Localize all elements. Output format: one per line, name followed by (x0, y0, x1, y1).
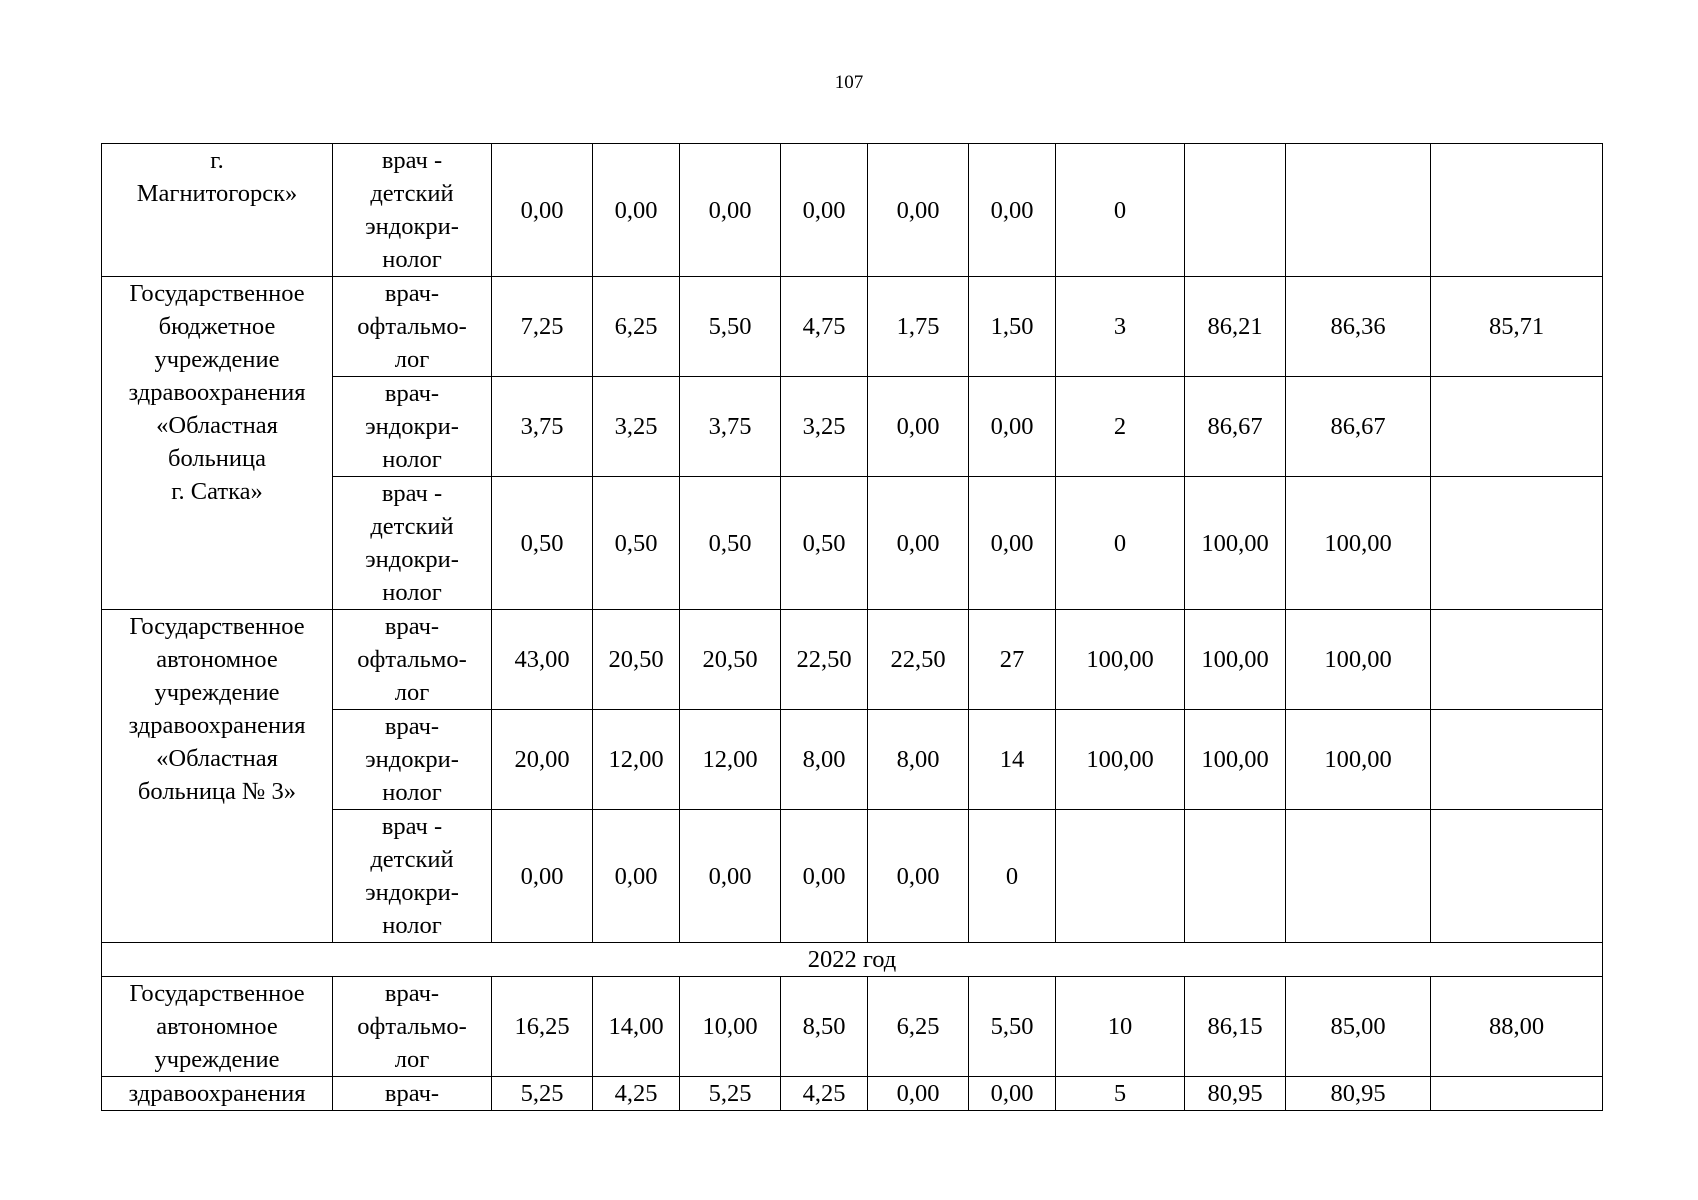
value-cell: 27 (969, 610, 1056, 710)
specialty-line: лог (394, 679, 430, 706)
page-number: 107 (834, 72, 864, 93)
value-cell: 0,00 (868, 377, 969, 477)
value-cell: 22,50 (781, 610, 868, 710)
specialty-line: эндокри- (365, 746, 459, 773)
table-row (102, 977, 1603, 1077)
specialty-cell (333, 1077, 492, 1111)
value-cell: 4,25 (781, 1077, 868, 1111)
institution-cell (102, 977, 333, 1077)
institution-line: г. Сатка» (171, 478, 263, 505)
value-cell: 100,00 (1056, 710, 1185, 810)
value-cell (1185, 810, 1286, 943)
value-cell (1286, 810, 1431, 943)
value-cell: 20,50 (680, 610, 781, 710)
year-label: 2022 год (102, 943, 1603, 977)
value-cell: 3,75 (492, 377, 593, 477)
value-cell: 88,00 (1431, 977, 1603, 1077)
value-cell: 100,00 (1286, 477, 1431, 610)
specialty-cell (333, 144, 492, 277)
value-cell: 0 (1056, 477, 1185, 610)
specialty-line: врач- (384, 980, 440, 1007)
value-cell: 86,15 (1185, 977, 1286, 1077)
value-cell: 1,50 (969, 277, 1056, 377)
value-cell: 86,67 (1286, 377, 1431, 477)
specialty-line: лог (394, 346, 430, 373)
table-row (102, 277, 1603, 377)
institution-line: автономное (156, 1013, 278, 1040)
value-cell: 85,71 (1431, 277, 1603, 377)
value-cell: 20,50 (593, 610, 680, 710)
value-cell: 0,00 (868, 1077, 969, 1111)
value-cell: 4,25 (593, 1077, 680, 1111)
value-cell: 4,75 (781, 277, 868, 377)
value-cell: 0,00 (593, 144, 680, 277)
value-cell: 0,50 (781, 477, 868, 610)
value-cell (1431, 810, 1603, 943)
value-cell: 0,50 (492, 477, 593, 610)
table-row (102, 144, 1603, 277)
institution-line: учреждение (154, 679, 280, 706)
value-cell: 0,00 (868, 144, 969, 277)
value-cell (1431, 377, 1603, 477)
institution-line: Магнитогорск» (136, 180, 298, 207)
specialty-line: эндокри- (365, 546, 459, 573)
specialty-line: детский (370, 180, 454, 207)
value-cell: 86,67 (1185, 377, 1286, 477)
value-cell: 0,00 (969, 377, 1056, 477)
value-cell: 7,25 (492, 277, 593, 377)
value-cell: 10 (1056, 977, 1185, 1077)
specialty-line: врач - (381, 147, 443, 174)
value-cell (1431, 710, 1603, 810)
institution-line: Государственное (129, 980, 305, 1007)
value-cell: 100,00 (1056, 610, 1185, 710)
value-cell (1431, 477, 1603, 610)
institution-line: «Областная (156, 745, 278, 772)
value-cell: 5 (1056, 1077, 1185, 1111)
institution-line: больница (168, 445, 266, 472)
value-cell: 14 (969, 710, 1056, 810)
value-cell: 0,00 (868, 477, 969, 610)
value-cell: 0,00 (492, 810, 593, 943)
institution-line: здравоохранения (128, 379, 306, 406)
specialty-line: врач- (384, 613, 440, 640)
value-cell (1431, 1077, 1603, 1111)
value-cell: 20,00 (492, 710, 593, 810)
specialty-line: офтальмо- (357, 646, 467, 673)
specialty-cell (333, 710, 492, 810)
specialty-line: детский (370, 846, 454, 873)
institution-line: здравоохранения (128, 1080, 306, 1107)
value-cell: 100,00 (1185, 710, 1286, 810)
specialty-line: врач - (381, 813, 443, 840)
value-cell: 100,00 (1286, 610, 1431, 710)
institution-cell (102, 144, 333, 277)
value-cell: 80,95 (1286, 1077, 1431, 1111)
specialty-cell (333, 477, 492, 610)
value-cell: 6,25 (593, 277, 680, 377)
value-cell: 3,25 (593, 377, 680, 477)
specialty-line: врач - (381, 480, 443, 507)
value-cell: 100,00 (1185, 477, 1286, 610)
specialty-line: эндокри- (365, 879, 459, 906)
value-cell: 0,00 (492, 144, 593, 277)
value-cell: 85,00 (1286, 977, 1431, 1077)
value-cell: 0,50 (680, 477, 781, 610)
value-cell: 12,00 (680, 710, 781, 810)
specialty-line: детский (370, 513, 454, 540)
specialty-line: нолог (382, 579, 442, 606)
specialty-cell (333, 277, 492, 377)
value-cell: 5,25 (680, 1077, 781, 1111)
institution-line: здравоохранения (128, 712, 306, 739)
value-cell: 8,00 (781, 710, 868, 810)
value-cell: 1,75 (868, 277, 969, 377)
institution-line: «Областная (156, 412, 278, 439)
value-cell (1431, 610, 1603, 710)
value-cell: 0,00 (593, 810, 680, 943)
value-cell: 0 (969, 810, 1056, 943)
specialty-line: врач- (384, 713, 440, 740)
value-cell: 5,25 (492, 1077, 593, 1111)
specialty-cell (333, 810, 492, 943)
institution-line: больница № 3» (137, 778, 297, 805)
value-cell: 3 (1056, 277, 1185, 377)
institution-line: г. (210, 147, 224, 174)
value-cell: 86,21 (1185, 277, 1286, 377)
value-cell: 86,36 (1286, 277, 1431, 377)
specialty-line: врач- (384, 380, 440, 407)
value-cell: 8,50 (781, 977, 868, 1077)
value-cell: 0,00 (969, 477, 1056, 610)
value-cell: 14,00 (593, 977, 680, 1077)
value-cell: 8,00 (868, 710, 969, 810)
value-cell: 43,00 (492, 610, 593, 710)
specialty-line: нолог (382, 912, 442, 939)
value-cell: 0,00 (680, 810, 781, 943)
value-cell: 0 (1056, 144, 1185, 277)
institution-line: Государственное (129, 613, 305, 640)
specialty-line: нолог (382, 446, 442, 473)
institution-line: учреждение (154, 346, 280, 373)
value-cell: 100,00 (1185, 610, 1286, 710)
value-cell: 0,00 (868, 810, 969, 943)
specialty-line: врач- (384, 280, 440, 307)
value-cell: 0,00 (969, 144, 1056, 277)
value-cell: 10,00 (680, 977, 781, 1077)
specialty-line: нолог (382, 246, 442, 273)
specialty-cell (333, 977, 492, 1077)
value-cell: 0,00 (680, 144, 781, 277)
value-cell: 0,00 (781, 810, 868, 943)
specialty-line: офтальмо- (357, 313, 467, 340)
value-cell (1185, 144, 1286, 277)
institution-cell (102, 277, 333, 610)
institution-cell (102, 610, 333, 943)
specialty-cell (333, 610, 492, 710)
institution-line: автономное (156, 646, 278, 673)
value-cell: 2 (1056, 377, 1185, 477)
table-row (102, 1077, 1603, 1111)
value-cell: 6,25 (868, 977, 969, 1077)
specialty-line: офтальмо- (357, 1013, 467, 1040)
table-row (102, 610, 1603, 710)
value-cell: 5,50 (969, 977, 1056, 1077)
value-cell: 3,25 (781, 377, 868, 477)
value-cell: 3,75 (680, 377, 781, 477)
specialty-cell (333, 377, 492, 477)
specialty-line: врач- (384, 1080, 440, 1107)
specialty-line: эндокри- (365, 213, 459, 240)
institution-line: учреждение (154, 1046, 280, 1073)
institution-line: Государственное (129, 280, 305, 307)
value-cell: 12,00 (593, 710, 680, 810)
value-cell: 22,50 (868, 610, 969, 710)
value-cell (1431, 144, 1603, 277)
specialty-line: лог (394, 1046, 430, 1073)
table-body (102, 144, 1603, 1111)
value-cell: 16,25 (492, 977, 593, 1077)
staffing-table (101, 143, 1603, 1111)
value-cell: 100,00 (1286, 710, 1431, 810)
value-cell: 0,00 (969, 1077, 1056, 1111)
specialty-line: нолог (382, 779, 442, 806)
year-row (102, 943, 1603, 977)
institution-line: бюджетное (158, 313, 276, 340)
value-cell: 5,50 (680, 277, 781, 377)
value-cell: 0,50 (593, 477, 680, 610)
institution-cell (102, 1077, 333, 1111)
specialty-line: эндокри- (365, 413, 459, 440)
value-cell (1286, 144, 1431, 277)
value-cell: 0,00 (781, 144, 868, 277)
value-cell: 80,95 (1185, 1077, 1286, 1111)
value-cell (1056, 810, 1185, 943)
